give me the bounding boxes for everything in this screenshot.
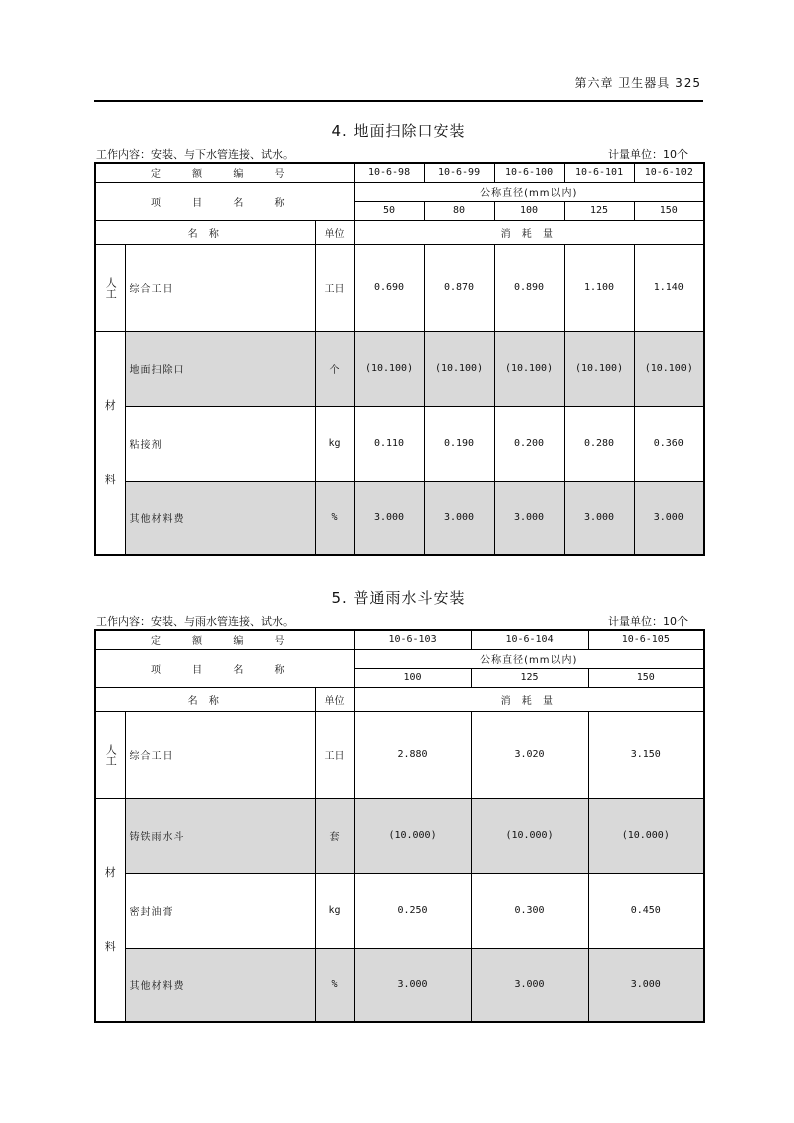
size-cell: 150 (634, 201, 704, 220)
code-cell: 10-6-102 (634, 163, 704, 182)
material-name: 粘接剂 (125, 406, 315, 481)
item-label: 项 目 名 称 (95, 649, 354, 687)
section-5-table (94, 629, 705, 1023)
material-cat-char-1: 材 (104, 398, 116, 412)
code-cell: 10-6-105 (588, 630, 704, 649)
material-cat-char-2: 料 (104, 472, 116, 486)
material-unit: kg (315, 873, 354, 948)
name-label: 名 称 (95, 220, 315, 244)
section-4-title: 4. 地面扫除口安装 (331, 122, 466, 140)
code-cell: 10-6-103 (354, 630, 471, 649)
labor-category: 人工 (95, 711, 125, 798)
material-value: (10.000) (354, 798, 471, 873)
material-unit: 套 (315, 798, 354, 873)
item-label: 项 目 名 称 (95, 182, 354, 220)
code-cell: 10-6-104 (471, 630, 588, 649)
section-4-work: 工作内容：安装、与下水管连接、试水。 (96, 148, 294, 161)
material-value: 0.190 (424, 406, 494, 481)
material-value: (10.100) (354, 331, 424, 406)
labor-name: 综合工日 (125, 711, 315, 798)
material-value: 0.280 (564, 406, 634, 481)
diameter-label: 公称直径(mm以内) (354, 649, 704, 668)
material-value: 0.300 (471, 873, 588, 948)
name-label: 名 称 (95, 687, 315, 711)
labor-category: 人工 (95, 244, 125, 331)
material-name: 其他材料费 (125, 948, 315, 1022)
material-unit: 个 (315, 331, 354, 406)
size-cell: 50 (354, 201, 424, 220)
code-cell: 10-6-100 (494, 163, 564, 182)
labor-value: 3.150 (588, 711, 704, 798)
size-cell: 100 (494, 201, 564, 220)
material-value: 0.110 (354, 406, 424, 481)
page-header (94, 72, 703, 102)
labor-value: 3.020 (471, 711, 588, 798)
material-cat-char-2: 料 (104, 939, 116, 953)
material-value: 3.000 (564, 481, 634, 555)
labor-value: 0.690 (354, 244, 424, 331)
labor-value: 1.100 (564, 244, 634, 331)
material-value: (10.100) (634, 331, 704, 406)
section-5-work: 工作内容：安装、与雨水管连接、试水。 (96, 615, 294, 628)
section-4-unit: 计量单位：10个 (608, 148, 688, 161)
labor-value: 0.890 (494, 244, 564, 331)
material-name: 其他材料费 (125, 481, 315, 555)
size-cell: 125 (564, 201, 634, 220)
size-cell: 100 (354, 668, 471, 687)
material-name: 铸铁雨水斗 (125, 798, 315, 873)
material-value: (10.100) (424, 331, 494, 406)
material-value: 0.450 (588, 873, 704, 948)
size-cell: 125 (471, 668, 588, 687)
material-name: 密封油膏 (125, 873, 315, 948)
material-value: 3.000 (588, 948, 704, 1022)
chapter-label: 第六章 卫生器具 325 (574, 76, 701, 90)
consume-label: 消 耗 量 (354, 220, 704, 244)
material-value: 0.360 (634, 406, 704, 481)
material-value: (10.100) (494, 331, 564, 406)
unit-col-label: 单位 (315, 220, 354, 244)
material-value: 3.000 (354, 948, 471, 1022)
material-value: 0.250 (354, 873, 471, 948)
labor-unit: 工日 (315, 244, 354, 331)
labor-value: 0.870 (424, 244, 494, 331)
material-value: 3.000 (354, 481, 424, 555)
labor-unit: 工日 (315, 711, 354, 798)
material-category (95, 331, 125, 555)
size-cell: 150 (588, 668, 704, 687)
code-cell: 10-6-101 (564, 163, 634, 182)
material-value: 3.000 (634, 481, 704, 555)
section-4-table (94, 162, 705, 556)
material-category (95, 798, 125, 1022)
material-unit: kg (315, 406, 354, 481)
material-value: 3.000 (494, 481, 564, 555)
quota-label: 定 额 编 号 (95, 630, 354, 649)
section-5-unit: 计量单位：10个 (608, 615, 688, 628)
material-name: 地面扫除口 (125, 331, 315, 406)
material-value: 3.000 (471, 948, 588, 1022)
material-value: (10.000) (471, 798, 588, 873)
material-cat-char-1: 材 (104, 865, 116, 879)
material-value: (10.000) (588, 798, 704, 873)
labor-name: 综合工日 (125, 244, 315, 331)
unit-col-label: 单位 (315, 687, 354, 711)
material-unit: % (315, 481, 354, 555)
diameter-label: 公称直径(mm以内) (354, 182, 704, 201)
material-unit: % (315, 948, 354, 1022)
size-cell: 80 (424, 201, 494, 220)
material-value: 0.200 (494, 406, 564, 481)
material-value: 3.000 (424, 481, 494, 555)
quota-label: 定 额 编 号 (95, 163, 354, 182)
code-cell: 10-6-98 (354, 163, 424, 182)
labor-value: 1.140 (634, 244, 704, 331)
labor-value: 2.880 (354, 711, 471, 798)
material-value: (10.100) (564, 331, 634, 406)
code-cell: 10-6-99 (424, 163, 494, 182)
consume-label: 消 耗 量 (354, 687, 704, 711)
section-5-title: 5. 普通雨水斗安装 (331, 589, 466, 607)
